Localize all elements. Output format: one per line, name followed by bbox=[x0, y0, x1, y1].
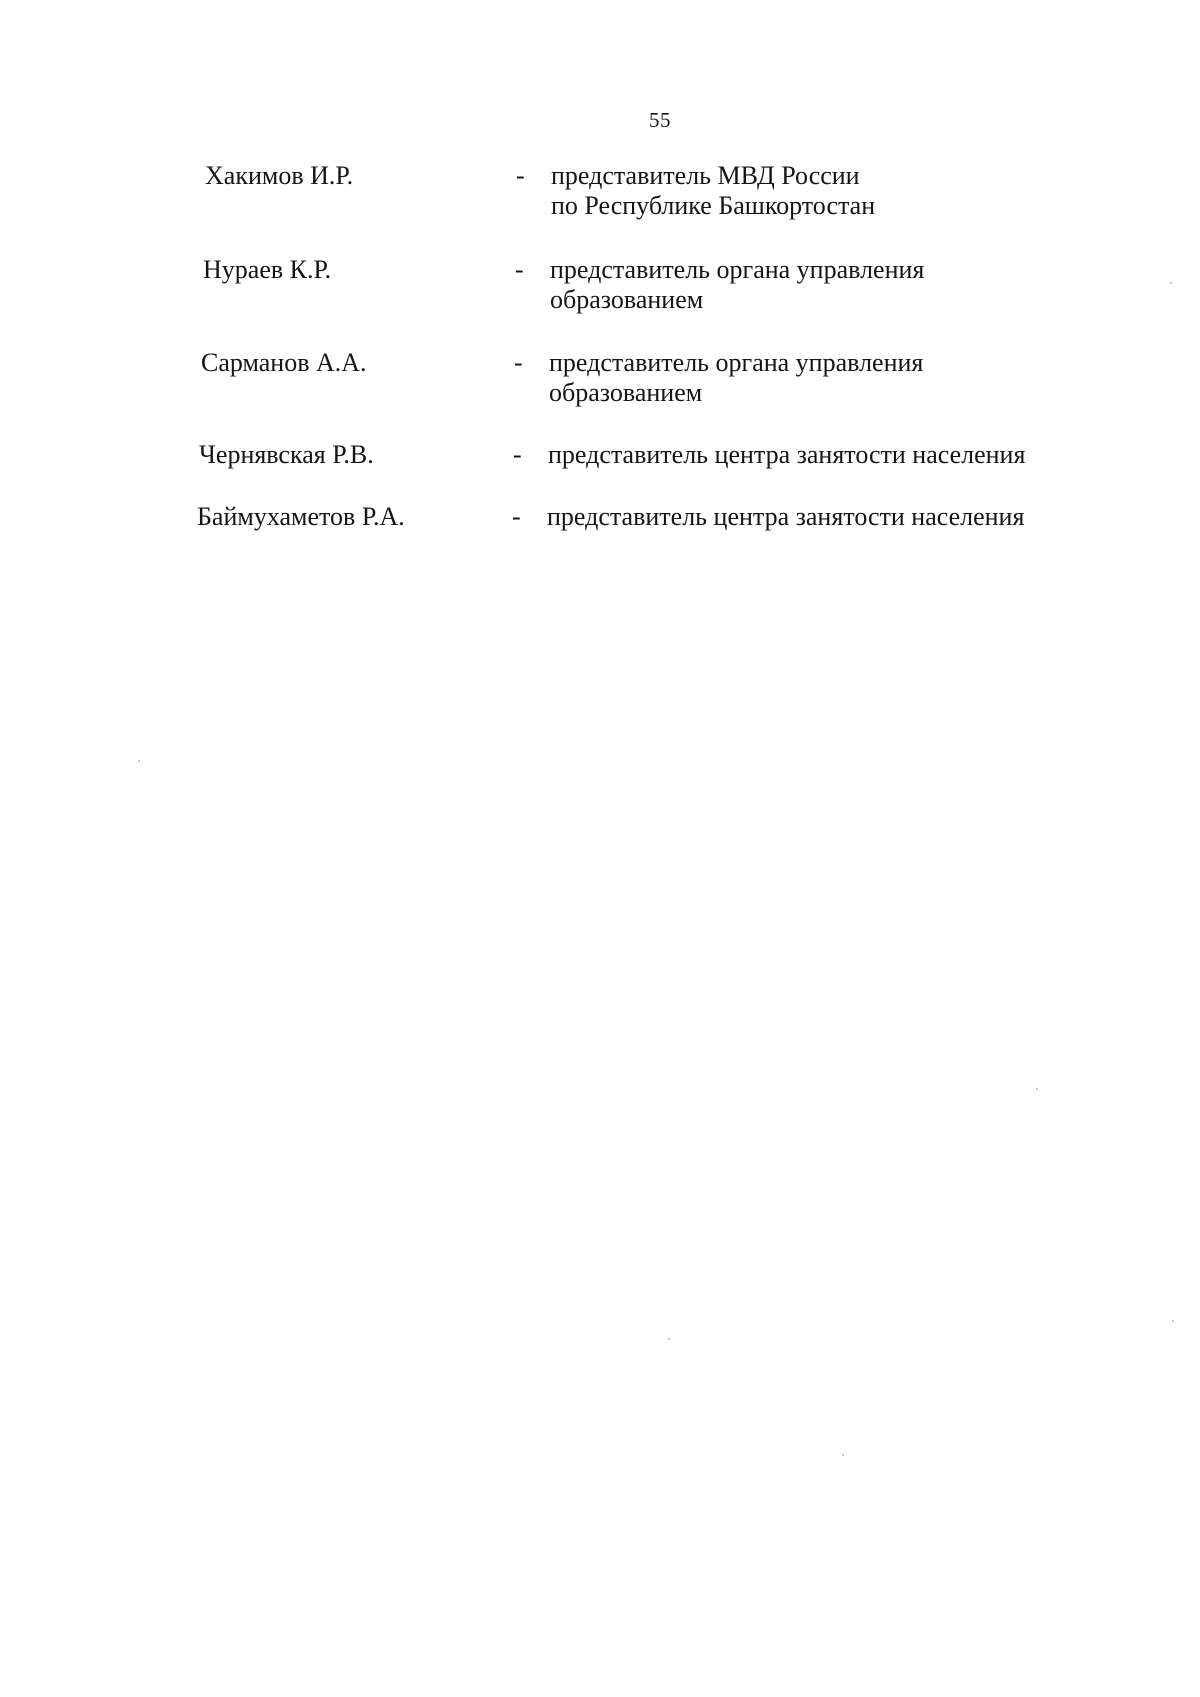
member-role bbox=[548, 440, 1025, 470]
member-role bbox=[550, 255, 924, 315]
separator-dash: - bbox=[514, 348, 523, 377]
member-role bbox=[547, 502, 1024, 532]
separator-dash: - bbox=[516, 161, 525, 190]
member-entry bbox=[197, 502, 1117, 582]
scan-speck bbox=[138, 760, 140, 762]
member-name: Сарманов А.А. bbox=[201, 348, 367, 377]
member-role bbox=[549, 348, 923, 408]
separator-dash: - bbox=[512, 502, 521, 531]
scan-speck bbox=[1172, 1320, 1174, 1322]
role-line: представитель органа управления bbox=[549, 348, 924, 377]
member-name: Чернявская Р.В. bbox=[199, 440, 374, 469]
member-name: Баймухаметов Р.А. bbox=[197, 502, 405, 531]
separator-dash: - bbox=[513, 440, 522, 469]
member-entry bbox=[205, 161, 1105, 241]
scan-speck bbox=[1170, 282, 1172, 284]
member-name: Нураев К.Р. bbox=[203, 255, 332, 284]
member-entry bbox=[203, 255, 1103, 335]
role-line: образованием bbox=[550, 285, 704, 314]
scan-speck bbox=[668, 1338, 670, 1340]
role-line: представитель МВД России bbox=[551, 161, 860, 190]
member-role bbox=[551, 161, 875, 221]
scan-speck bbox=[1036, 1088, 1038, 1090]
scan-speck bbox=[842, 1454, 844, 1456]
role-line: представитель центра занятости населения bbox=[548, 440, 1026, 469]
member-entry bbox=[201, 348, 1101, 428]
role-line: по Республике Башкортостан bbox=[551, 191, 876, 220]
role-line: представитель органа управления bbox=[550, 255, 925, 284]
role-line: представитель центра занятости населения bbox=[547, 502, 1025, 531]
role-line: образованием bbox=[549, 378, 703, 407]
member-name: Хакимов И.Р. bbox=[205, 161, 354, 190]
separator-dash: - bbox=[515, 255, 524, 284]
page-number: 55 bbox=[649, 108, 671, 132]
